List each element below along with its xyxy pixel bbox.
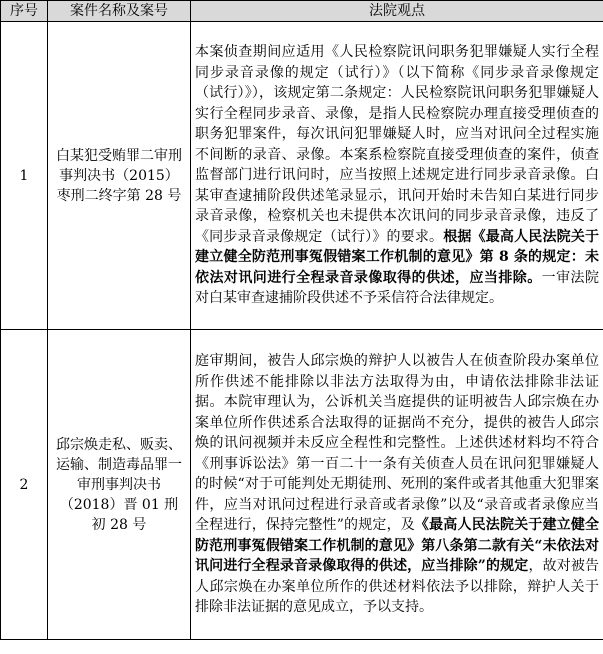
header-court-view: 法院观点: [191, 1, 603, 22]
table-header-row: [1, 1, 603, 22]
header-serial-number: 序号: [1, 1, 48, 22]
row-court-view: [191, 22, 603, 330]
court-view-bold-text: 根据《最高人民法院关于建立健全防范刑事冤假错案工作机制的意见》第 8 条的规定：未依法对讯问进行全程录音录像取得的供述，应当排除。: [195, 228, 600, 286]
row-serial-number: 1: [1, 22, 48, 330]
row-case-name: 白某犯受贿罪二审刑事判决书（2015）枣刑二终字第 28 号: [48, 22, 191, 330]
court-view-bold-text: 《最高人民法院关于建立健全防范刑事冤假错案工作机制的意见》第八条第二款有关“未依法对讯问进行全程录音录像取得的供述，应当排除”的规定: [195, 517, 599, 575]
row-court-view: [191, 330, 603, 640]
court-view-text: 一审法院对白某审查逮捕阶段供述不予采信符合法律规定。: [195, 269, 600, 307]
row-serial-number: 2: [1, 330, 48, 640]
table-row: [1, 330, 603, 640]
header-case-name: 案件名称及案号: [48, 1, 191, 22]
court-view-text: ，故对被告人邱宗焕在办案单位所作的供述材料依法予以排除，辩护人关于排除非法证据的意见成立，予以支持。: [195, 558, 599, 616]
court-view-text: 本案侦查期间应适用《人民检察院讯问职务犯罪嫌疑人实行全程同步录音录像的规定（试行）》（以下简称《同步录音录像规定（试行）》），该规定第二条规定：人民检察院讯问职务犯罪嫌疑人实行全程同步录音、录像，是指人民检察院办理直接受理侦查的职务犯罪案件，每次讯问犯罪嫌疑人时，应当对讯问全过程实施不间断的录音、录像。本案系检察院直接受理侦查的案件，侦查监督部门进行讯问时，应当按照上述规定进行同步录音录像。白某审查逮捕阶段供述笔录显示，讯问开始时未告知白某进行同步录音录像，检察机关也未提供本次讯问的同步录音录像，违反了《同步录音录像规定（试行）》的要求。: [195, 44, 599, 245]
court-view-text: 庭审期间，被告人邱宗焕的辩护人以被告人在侦查阶段办案单位所作供述不能排除以非法方法取得为由，申请依法排除非法证据。本院审理认为，公诉机关当庭提供的证明被告人邱宗焕在办案单位所作供述系合法取得的证据尚不充分，提供的被告人邱宗焕的讯问视频并未反应全程性和完整性。上述供述材料均不符合《刑事诉讼法》第一百二十一条有关侦查人员在讯问犯罪嫌疑人的时候“对于可能判处无期徒刑、死刑的案件或者其他重大犯罪案件，应当对讯问过程进行录音或者录像”以及“录音或者录像应当全程进行，保持完整性”的规定，及: [195, 353, 599, 534]
row-case-name: 邱宗焕走私、贩卖、运输、制造毒品罪一审刑事判决书（2018）晋 01 刑初 28 号: [48, 330, 191, 640]
table-row: [1, 22, 603, 330]
